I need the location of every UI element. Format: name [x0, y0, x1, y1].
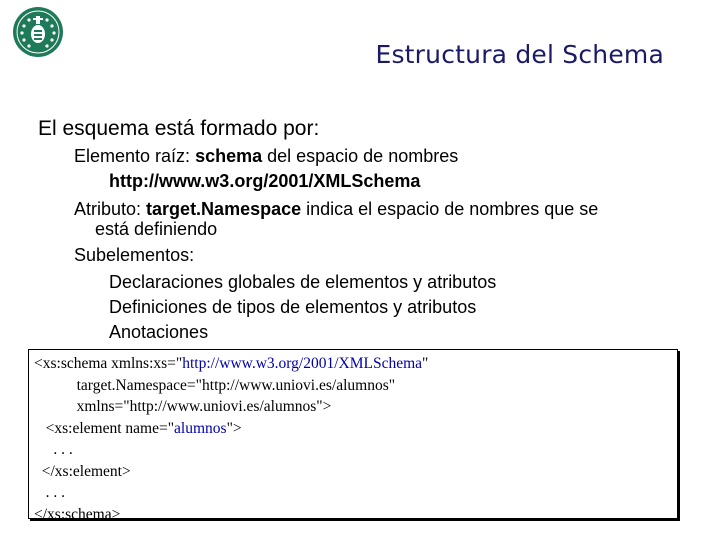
attr-suffix: indica el espacio de nombres que se [301, 199, 599, 219]
root-suffix: del espacio de nombres [262, 146, 459, 166]
attr-prefix: Atributo: [74, 199, 147, 219]
root-namespace: http://www.w3.org/2001/XMLSchema [109, 171, 421, 191]
root-element-line [74, 146, 458, 167]
intro-text: El esquema está formado por: [38, 117, 320, 140]
slide-title: Estructura del Schema [375, 40, 664, 69]
university-crest-logo [12, 6, 64, 58]
attr-keyword: target.Namespace [146, 199, 302, 219]
code-line: xmlns="http://www.uniovi.es/alumnos"> [34, 398, 332, 415]
code-line: </xs:element> [34, 462, 131, 480]
code-line: </xs:schema> [34, 505, 121, 523]
code-line: <xs:element name="alumnos"> [34, 419, 242, 437]
code-line: . . . [34, 441, 73, 458]
code-line: . . . [34, 484, 65, 501]
root-keyword: schema [195, 146, 263, 166]
root-prefix: Elemento raíz: [74, 146, 196, 166]
attribute-continuation: está definiendo [95, 219, 218, 239]
attribute-line [74, 199, 598, 220]
code-line: target.Namespace="http://www.uniovi.es/alumnos" [34, 376, 396, 394]
subelements-label: Subelementos: [74, 245, 195, 265]
sub-item: Anotaciones [109, 322, 209, 342]
xml-code-block [28, 349, 678, 523]
code-line: <xs:schema xmlns:xs="http://www.w3.org/2001/XMLSchema" [34, 355, 429, 372]
sub-item: Declaraciones globales de elementos y atributos [109, 272, 497, 292]
sub-item: Definiciones de tipos de elementos y atributos [109, 297, 477, 317]
